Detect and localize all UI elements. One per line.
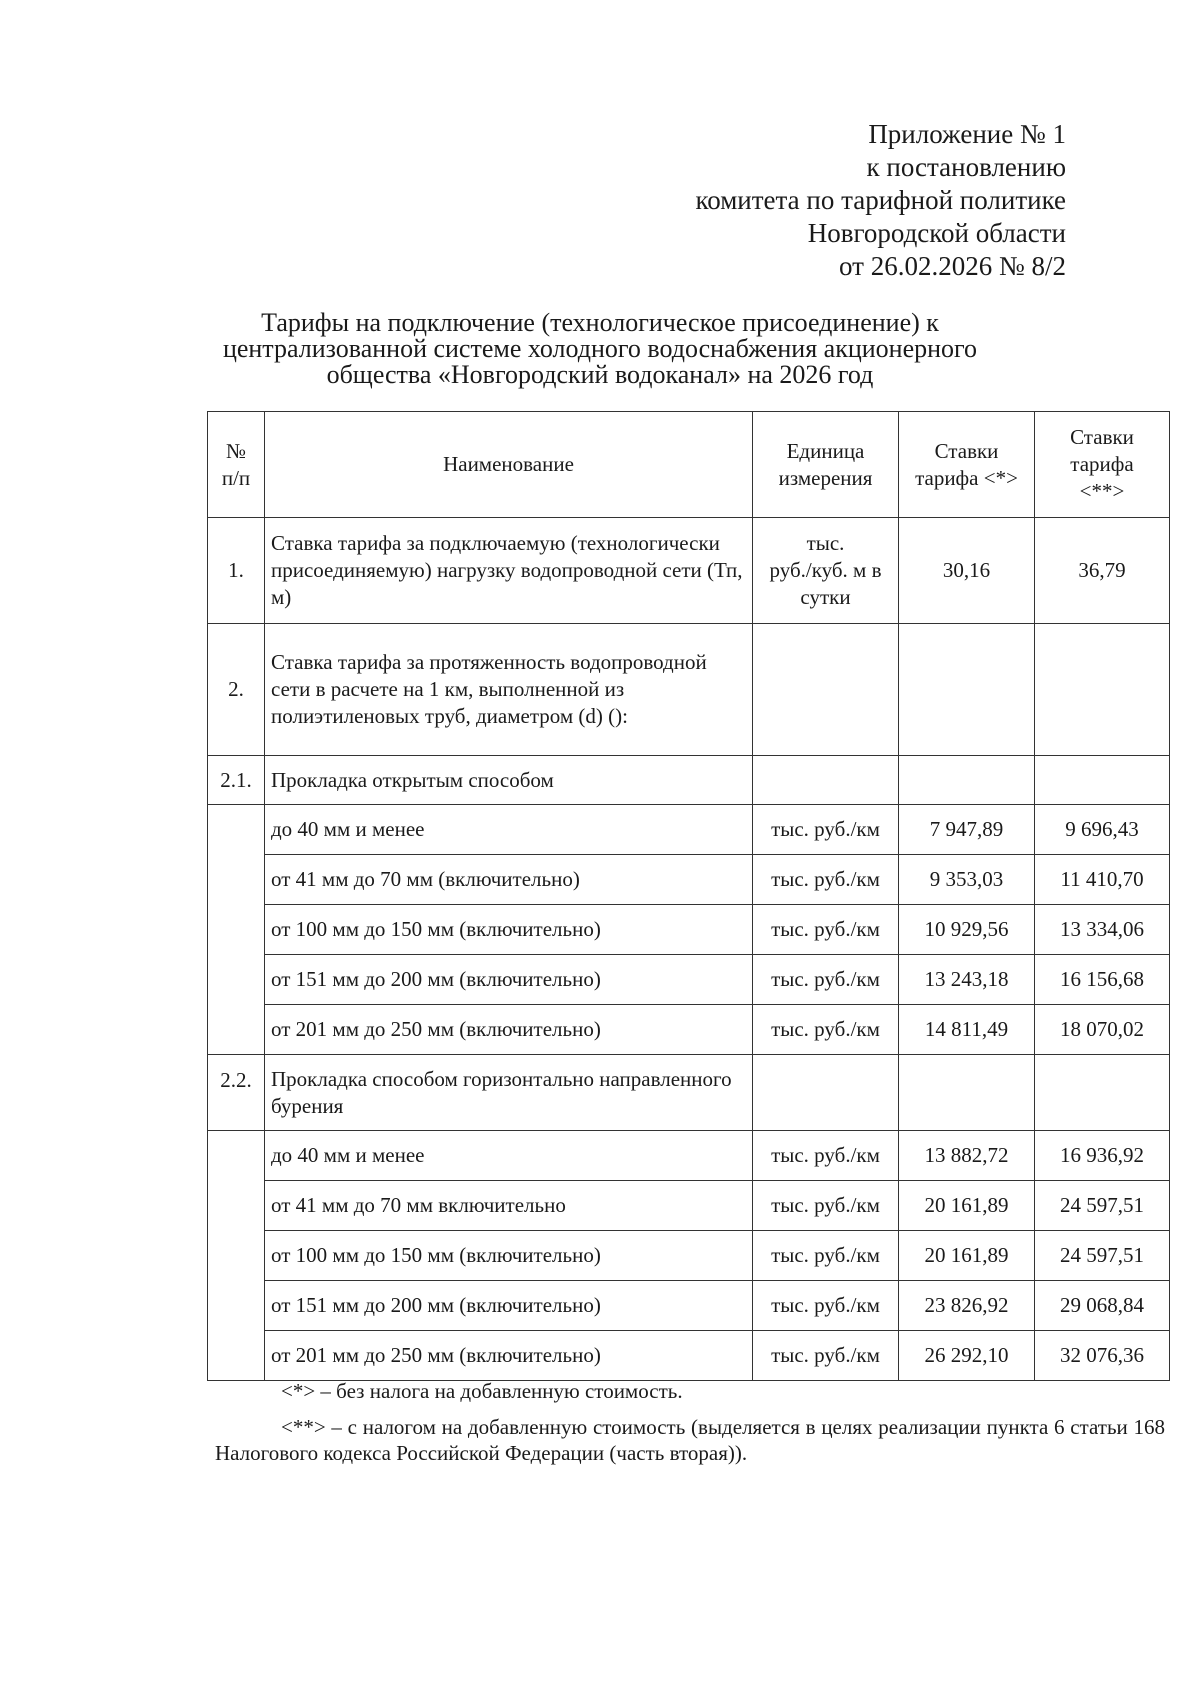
row-rate-without-vat: 30,16: [899, 518, 1035, 624]
row-name: до 40 мм и менее: [265, 805, 753, 855]
row-number: 2.1.: [208, 756, 265, 805]
row-unit: тыс. руб./км: [753, 1181, 899, 1231]
row-rate-without-vat: [899, 1055, 1035, 1131]
table-row: [208, 624, 1170, 756]
table-header-row: [208, 412, 1170, 518]
title-line: централизованной системе холодного водоснабжения акционерного: [222, 334, 978, 363]
row-name: до 40 мм и менее: [265, 1131, 753, 1181]
row-name: Ставка тарифа за подключаемую (технологически присоединяемую) нагрузку водопроводной сети (Тп, м): [265, 518, 753, 624]
row-rate-with-vat: 32 076,36: [1035, 1331, 1170, 1381]
row-unit: тыс. руб./куб. м в сутки: [753, 518, 899, 624]
row-rate-without-vat: [899, 624, 1035, 756]
row-unit: тыс. руб./км: [753, 955, 899, 1005]
row-unit: тыс. руб./км: [753, 1331, 899, 1381]
table-row: [208, 805, 1170, 855]
row-name: от 41 мм до 70 мм включительно: [265, 1181, 753, 1231]
table-row: [208, 1281, 1170, 1331]
header-rate-with-vat: Ставки тарифа <**>: [1035, 412, 1170, 518]
header-number: № п/п: [208, 412, 265, 518]
row-name: от 41 мм до 70 мм (включительно): [265, 855, 753, 905]
row-rate-with-vat: [1035, 624, 1170, 756]
row-name: Прокладка открытым способом: [265, 756, 753, 805]
row-rate-with-vat: 13 334,06: [1035, 905, 1170, 955]
appendix-committee: комитета по тарифной политике: [695, 185, 1066, 215]
row-rate-with-vat: 29 068,84: [1035, 1281, 1170, 1331]
appendix-date: от 26.02.2026 № 8/2: [839, 251, 1066, 281]
appendix-header: [695, 118, 1066, 283]
row-rate-without-vat: 7 947,89: [899, 805, 1035, 855]
row-unit: тыс. руб./км: [753, 1281, 899, 1331]
row-rate-without-vat: 20 161,89: [899, 1231, 1035, 1281]
row-unit: [753, 1055, 899, 1131]
row-number: 2.2.: [208, 1055, 265, 1131]
row-rate-with-vat: 9 696,43: [1035, 805, 1170, 855]
table-row: [208, 1231, 1170, 1281]
row-name: от 151 мм до 200 мм (включительно): [265, 1281, 753, 1331]
row-unit: [753, 756, 899, 805]
row-name: Ставка тарифа за протяженность водопроводной сети в расчете на 1 км, выполненной из полиэтиленовых труб, диаметром (d) ():: [265, 624, 753, 756]
table-section-row: [208, 756, 1170, 805]
table-row: [208, 855, 1170, 905]
appendix-reference: к постановлению: [866, 152, 1066, 182]
row-rate-without-vat: 10 929,56: [899, 905, 1035, 955]
row-name: от 151 мм до 200 мм (включительно): [265, 955, 753, 1005]
row-rate-with-vat: [1035, 756, 1170, 805]
row-rate-without-vat: 20 161,89: [899, 1181, 1035, 1231]
title-line: Тарифы на подключение (технологическое присоединение) к: [261, 308, 939, 337]
row-rate-without-vat: 13 243,18: [899, 955, 1035, 1005]
row-unit: тыс. руб./км: [753, 1231, 899, 1281]
row-rate-with-vat: 16 936,92: [1035, 1131, 1170, 1181]
row-name: от 100 мм до 150 мм (включительно): [265, 905, 753, 955]
footnotes: [215, 1378, 1165, 1466]
footnote-without-vat: <*> – без налога на добавленную стоимость.: [281, 1379, 683, 1403]
row-unit: тыс. руб./км: [753, 1005, 899, 1055]
row-rate-without-vat: 13 882,72: [899, 1131, 1035, 1181]
row-unit: тыс. руб./км: [753, 905, 899, 955]
row-unit: тыс. руб./км: [753, 805, 899, 855]
row-name: от 100 мм до 150 мм (включительно): [265, 1231, 753, 1281]
tariff-table: [207, 411, 1170, 1381]
row-unit: тыс. руб./км: [753, 855, 899, 905]
table-section-row: [208, 1055, 1170, 1131]
row-rate-without-vat: 26 292,10: [899, 1331, 1035, 1381]
row-number: 1.: [208, 518, 265, 624]
row-rate-with-vat: 11 410,70: [1035, 855, 1170, 905]
row-rate-with-vat: 18 070,02: [1035, 1005, 1170, 1055]
row-number-empty: [208, 1131, 265, 1381]
row-rate-without-vat: [899, 756, 1035, 805]
row-rate-with-vat: [1035, 1055, 1170, 1131]
document-title: [180, 310, 1020, 388]
appendix-number: Приложение № 1: [868, 119, 1066, 149]
row-rate-without-vat: 14 811,49: [899, 1005, 1035, 1055]
table-row: [208, 955, 1170, 1005]
row-rate-with-vat: 36,79: [1035, 518, 1170, 624]
row-rate-without-vat: 9 353,03: [899, 855, 1035, 905]
table-row: [208, 1331, 1170, 1381]
row-rate-without-vat: 23 826,92: [899, 1281, 1035, 1331]
title-line: общества «Новгородский водоканал» на 2026 год: [326, 360, 874, 389]
row-number-empty: [208, 805, 265, 1055]
row-name: Прокладка способом горизонтально направленного бурения: [265, 1055, 753, 1131]
row-number: 2.: [208, 624, 265, 756]
row-unit: тыс. руб./км: [753, 1131, 899, 1181]
row-unit: [753, 624, 899, 756]
table-row: [208, 518, 1170, 624]
appendix-region: Новгородской области: [807, 218, 1066, 248]
footnote-with-vat: <**> – с налогом на добавленную стоимость (выделяется в целях реализации пункта 6 статьи 168 Налогового кодекса Российской Федерации (часть вторая)).: [215, 1415, 1165, 1465]
row-rate-with-vat: 24 597,51: [1035, 1181, 1170, 1231]
row-rate-with-vat: 16 156,68: [1035, 955, 1170, 1005]
header-unit: Единица измерения: [753, 412, 899, 518]
header-name: Наименование: [265, 412, 753, 518]
row-rate-with-vat: 24 597,51: [1035, 1231, 1170, 1281]
table-row: [208, 1131, 1170, 1181]
table-row: [208, 1181, 1170, 1231]
row-name: от 201 мм до 250 мм (включительно): [265, 1005, 753, 1055]
table-row: [208, 905, 1170, 955]
row-name: от 201 мм до 250 мм (включительно): [265, 1331, 753, 1381]
table-row: [208, 1005, 1170, 1055]
header-rate-without-vat: Ставки тарифа <*>: [899, 412, 1035, 518]
